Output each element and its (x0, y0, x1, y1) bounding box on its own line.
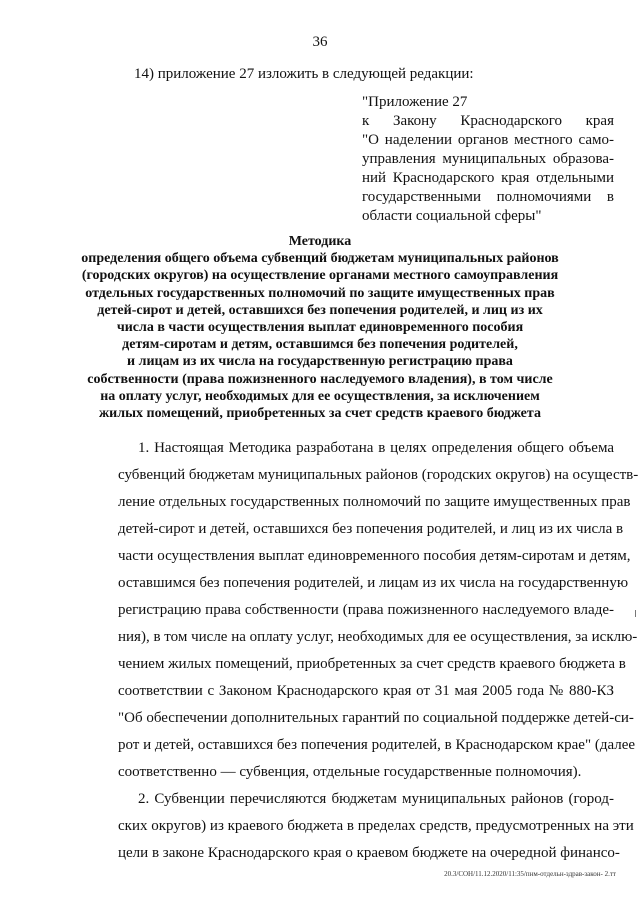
page-number: 36 (312, 34, 328, 50)
title-line: и лицам из их числа на государственную регистрацию права (127, 354, 513, 370)
title-line: числа в части осуществления выплат единовременного пособия (116, 320, 524, 336)
appendix-line: "Приложение 27 (362, 94, 468, 110)
title-line: детей-сирот и детей, оставшихся без попечения родителей, и лиц из их (97, 302, 543, 318)
appendix-line: ний Краснодарского края отдельными (362, 170, 614, 186)
title-line: отдельных государственных полномочий по защите имущественных прав (85, 285, 555, 301)
paragraph-1-line: ния), в том числе на оплату услуг, необходимых для ее осуществления, за исклю- (118, 629, 638, 645)
paragraph-1-line: 1. Настоящая Методика разработана в целях определения общего объема (138, 440, 614, 456)
title-line: на оплату услуг, необходимых для ее осуществления, за исключением (100, 388, 540, 404)
paragraph-2-line: цели в законе Краснодарского края о краевом бюджете на очередной финансо- (118, 845, 620, 861)
paragraph-1-line: части осуществления выплат единовременного пособия детям-сиротам и детям, (118, 548, 631, 564)
appendix-header (362, 93, 614, 226)
title-line: собственности (права пожизненного наследуемого владения), в том числе (87, 371, 553, 387)
appendix-line: государственными полномочиями в (362, 189, 614, 205)
title-line: детям-сиротам и детям, оставшимся без попечения родителей, (122, 337, 518, 353)
paragraph-1-line: ление отдельных государственных полномочий по защите имущественных прав (118, 494, 631, 510)
title-line: определения общего объема субвенций бюджетам муниципальных районов (81, 251, 559, 267)
paragraph-2-line: ских округов) из краевого бюджета в пределах средств, предусмотренных на эти (118, 818, 634, 834)
margin-mark (635, 610, 636, 617)
paragraph-1-line: соответственно — субвенция, отдельные государственные полномочия). (118, 764, 582, 780)
paragraph-1-line: регистрацию права собственности (права пожизненного наследуемого владе- (118, 602, 614, 618)
appendix-line: управления муниципальных образова- (362, 151, 614, 167)
paragraph-2-line: 2. Субвенции перечисляются бюджетам муниципальных районов (город- (138, 791, 614, 807)
methodology-title (0, 233, 640, 422)
paragraph-1-line: чением жилых помещений, приобретенных за счет средств краевого бюджета в (118, 656, 626, 672)
paragraph-1-line: детей-сирот и детей, оставшихся без попечения родителей, и лиц из их числа в (118, 521, 624, 537)
paragraph-1-line: рот и детей, оставшихся без попечения родителей, в Краснодарском крае" (далее (118, 737, 636, 753)
body-text (118, 435, 639, 867)
footer-file-reference: 20.3/СОН/11.12.2020/11:35/пнм-отдельн-здрав-закон- 2.тт (444, 870, 616, 878)
paragraph-1-line: "Об обеспечении дополнительных гарантий по социальной поддержке детей-си- (118, 710, 634, 726)
paragraph-1-line: субвенций бюджетам муниципальных районов (городских округов) на осуществ- (118, 467, 639, 483)
appendix-line: области социальной сферы" (362, 208, 542, 224)
title-line: жилых помещений, приобретенных за счет средств краевого бюджета (99, 406, 541, 422)
appendix-line: к Закону Краснодарского края (362, 113, 614, 129)
amendment-intro: 14) приложение 27 изложить в следующей редакции: (134, 66, 474, 82)
title-line: (городских округов) на осуществление органами местного самоуправления (81, 268, 559, 284)
appendix-line: "О наделении органов местного само- (362, 132, 614, 148)
title-heading: Методика (288, 234, 352, 249)
paragraph-1-line: соответствии с Законом Краснодарского края от 31 мая 2005 года № 880-КЗ (118, 683, 614, 699)
paragraph-1-line: оставшимся без попечения родителей, и лицам из их числа на государственную (118, 575, 629, 591)
